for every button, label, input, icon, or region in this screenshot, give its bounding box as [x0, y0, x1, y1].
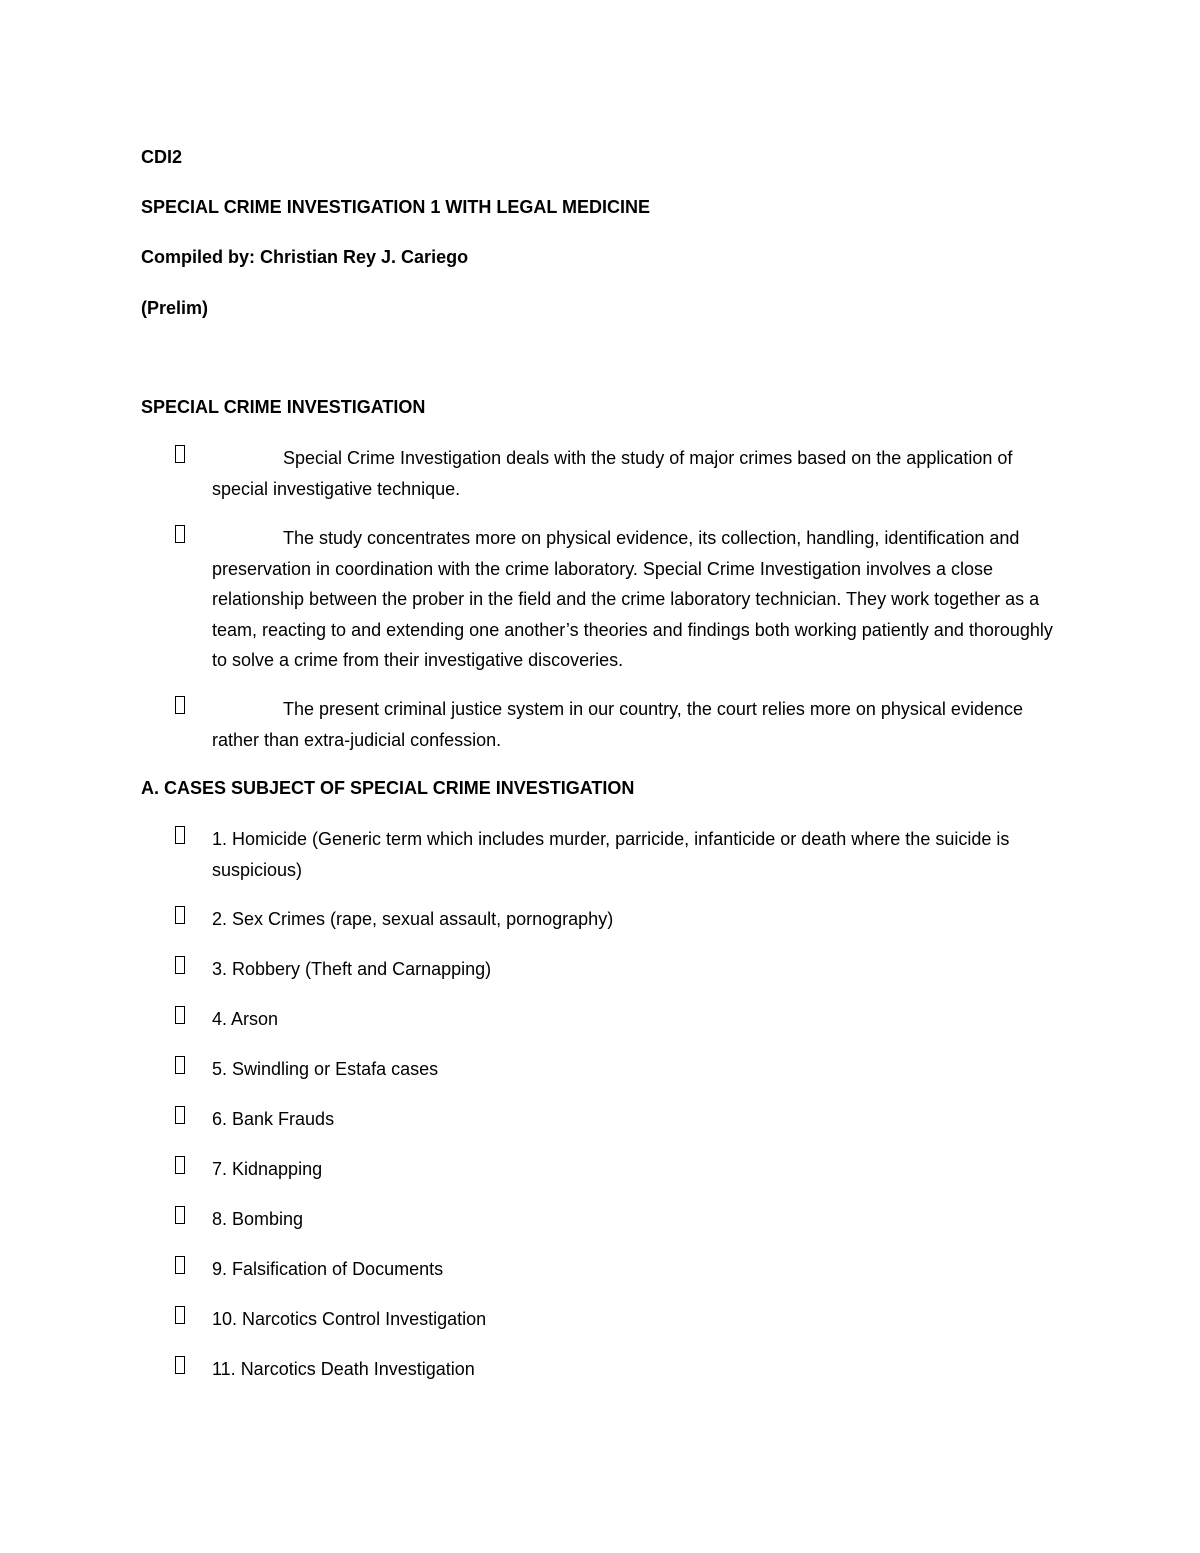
list-item [141, 1204, 1061, 1235]
missing-glyph-box-icon [175, 445, 185, 463]
list-item-text: 6. Bank Frauds [212, 1109, 335, 1129]
paragraph-text: The study concentrates more on physical evidence, its collection, handling, identification and preservation in coordination with the crime laboratory. Special Crime Investigation involves a close relationship between the prober in the field and the crime laboratory technician. They work together as a team, reacting to and extending one another’s theories and findings both working patiently and thoroughly to solve a crime from their investigative discoveries. [212, 528, 1053, 670]
list-item [141, 1104, 1061, 1135]
missing-glyph-box-icon [175, 956, 185, 974]
missing-glyph-box-icon [175, 525, 185, 543]
list-item [141, 1054, 1061, 1085]
list-item-text: 4. Arson [212, 1009, 279, 1029]
paragraph-item [141, 443, 1061, 505]
missing-glyph-box-icon [175, 1056, 185, 1074]
missing-glyph-box-icon [175, 906, 185, 924]
list-item [141, 954, 1061, 985]
paragraph-item [141, 694, 1061, 756]
missing-glyph-box-icon [175, 696, 185, 714]
list-item [141, 1304, 1061, 1335]
paragraph-text: Special Crime Investigation deals with the study of major crimes based on the application of special investigative technique. [212, 448, 1013, 499]
list-item-text: 7. Kidnapping [212, 1159, 323, 1179]
missing-glyph-box-icon [175, 1356, 185, 1374]
paragraph-text: The present criminal justice system in our country, the court relies more on physical evidence rather than extra-judicial confession. [212, 699, 1023, 750]
list-item [141, 904, 1061, 935]
section-heading-sci: SPECIAL CRIME INVESTIGATION [141, 397, 426, 417]
list-item-text: 10. Narcotics Control Investigation [212, 1309, 487, 1329]
list-item [141, 1354, 1061, 1385]
paragraph-item [141, 523, 1061, 678]
course-code: CDI2 [141, 147, 183, 167]
compiled-by: Compiled by: Christian Rey J. Cariego [141, 247, 469, 267]
section-heading-cases: A. CASES SUBJECT OF SPECIAL CRIME INVESTIGATION [141, 778, 635, 798]
missing-glyph-box-icon [175, 1156, 185, 1174]
list-item-text: 11. Narcotics Death Investigation [212, 1359, 475, 1379]
list-item-text: 3. Robbery (Theft and Carnapping) [212, 959, 492, 979]
list-item-text: 5. Swindling or Estafa cases [212, 1059, 439, 1079]
missing-glyph-box-icon [175, 1006, 185, 1024]
list-item-text: 9. Falsification of Documents [212, 1259, 444, 1279]
list-item-text: 1. Homicide (Generic term which includes murder, parricide, infanticide or death where the suicide is suspicious) [212, 829, 1010, 880]
list-item-text: 2. Sex Crimes (rape, sexual assault, pornography) [212, 909, 614, 929]
missing-glyph-box-icon [175, 1106, 185, 1124]
list-item [141, 1154, 1061, 1185]
list-item [141, 1004, 1061, 1035]
list-item [141, 1254, 1061, 1285]
missing-glyph-box-icon [175, 826, 185, 844]
missing-glyph-box-icon [175, 1206, 185, 1224]
missing-glyph-box-icon [175, 1256, 185, 1274]
list-item-text: 8. Bombing [212, 1209, 304, 1229]
term-label: (Prelim) [141, 298, 209, 318]
missing-glyph-box-icon [175, 1306, 185, 1324]
list-item [141, 824, 1061, 886]
course-title: SPECIAL CRIME INVESTIGATION 1 WITH LEGAL MEDICINE [141, 197, 651, 217]
